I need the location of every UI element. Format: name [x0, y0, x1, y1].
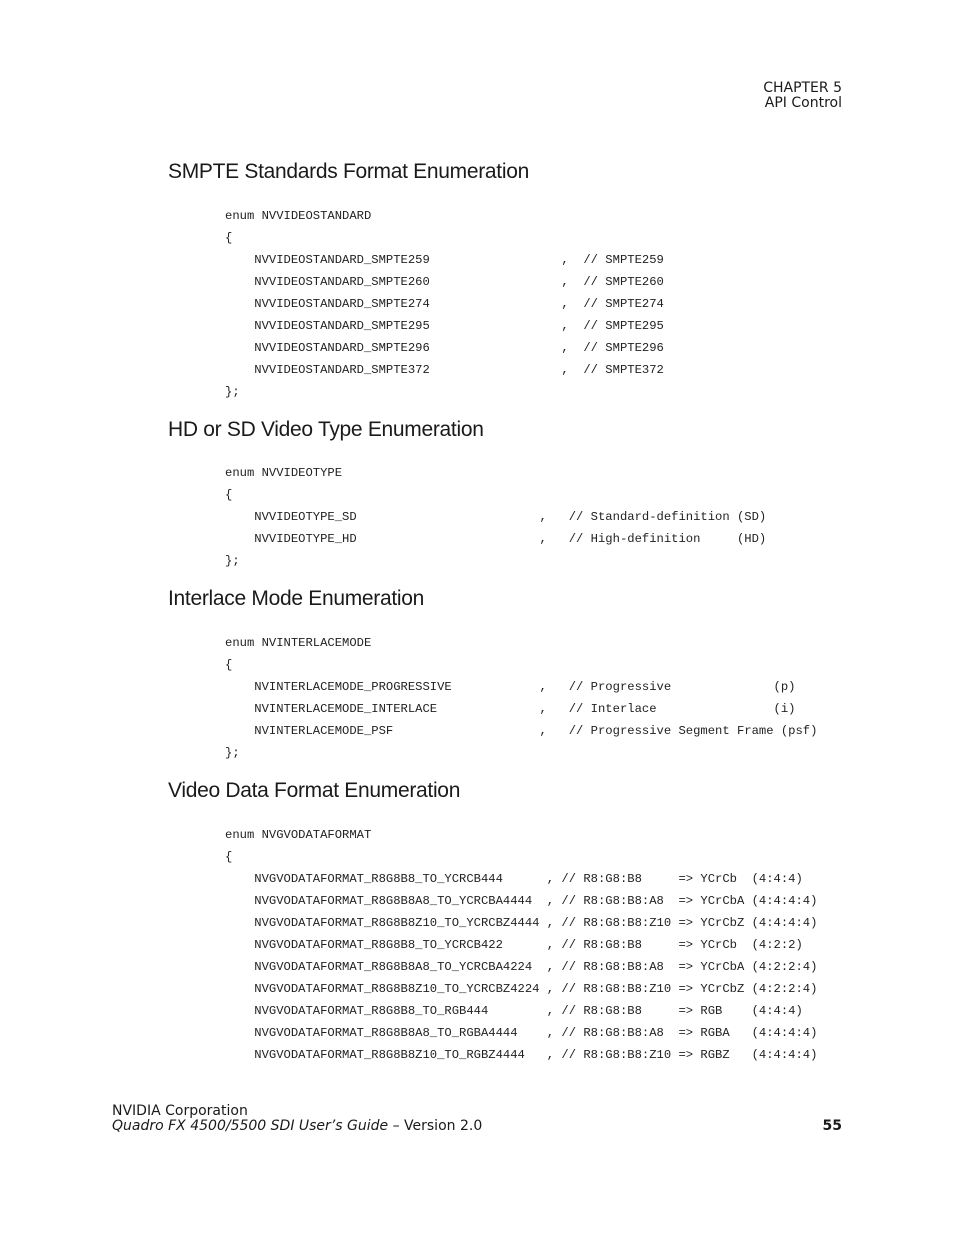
code-line: NVGVODATAFORMAT_R8G8B8A8_TO_RGBA4444 , // R8:G8:B8:A8 => RGBA (4:4:4:4): [225, 1026, 818, 1040]
code-line: enum NVGVODATAFORMAT: [225, 828, 372, 842]
code-line: NVVIDEOSTANDARD_SMPTE274 , // SMPTE274: [225, 297, 664, 311]
code-block-data-format: [225, 824, 817, 1066]
code-line: };: [225, 554, 240, 568]
footer-guide-title: Quadro FX 4500/5500 SDI User’s Guide: [112, 1118, 389, 1134]
code-line: };: [225, 746, 240, 760]
code-line: NVGVODATAFORMAT_R8G8B8A8_TO_YCRCBA4224 , // R8:G8:B8:A8 => YCrCbA (4:2:2:4): [225, 960, 818, 974]
chapter-label: CHAPTER 5: [763, 80, 842, 96]
code-line: NVINTERLACEMODE_INTERLACE , // Interlace (i): [225, 702, 796, 716]
code-block-smpte: [225, 205, 664, 403]
code-line: enum NVVIDEOTYPE: [225, 466, 343, 480]
code-line: enum NVVIDEOSTANDARD: [225, 209, 372, 223]
code-line: {: [225, 658, 233, 672]
code-line: {: [225, 850, 233, 864]
code-line: NVGVODATAFORMAT_R8G8B8A8_TO_YCRCBA4444 , // R8:G8:B8:A8 => YCrCbA (4:4:4:4): [225, 894, 818, 908]
code-line: NVGVODATAFORMAT_R8G8B8_TO_YCRCB444 , // R8:G8:B8 => YCrCb (4:4:4): [225, 872, 803, 886]
section-heading-video-type: HD or SD Video Type Enumeration: [168, 418, 484, 441]
code-line: NVGVODATAFORMAT_R8G8B8_TO_YCRCB422 , // R8:G8:B8 => YCrCb (4:2:2): [225, 938, 803, 952]
code-line: {: [225, 488, 233, 502]
code-line: };: [225, 385, 240, 399]
code-line: {: [225, 231, 233, 245]
footer-version: – Version 2.0: [388, 1118, 483, 1134]
code-line: NVVIDEOSTANDARD_SMPTE259 , // SMPTE259: [225, 253, 664, 267]
code-line: NVVIDEOSTANDARD_SMPTE260 , // SMPTE260: [225, 275, 664, 289]
code-line: NVGVODATAFORMAT_R8G8B8_TO_RGB444 , // R8:G8:B8 => RGB (4:4:4): [225, 1004, 803, 1018]
code-line: NVVIDEOSTANDARD_SMPTE296 , // SMPTE296: [225, 341, 664, 355]
code-block-video-type: [225, 462, 766, 572]
section-heading-smpte: SMPTE Standards Format Enumeration: [168, 160, 529, 183]
code-line: NVINTERLACEMODE_PSF , // Progressive Segment Frame (psf): [225, 724, 818, 738]
chapter-title: API Control: [764, 95, 842, 111]
section-heading-data-format: Video Data Format Enumeration: [168, 779, 461, 802]
code-line: NVINTERLACEMODE_PROGRESSIVE , // Progressive (p): [225, 680, 796, 694]
section-heading-interlace: Interlace Mode Enumeration: [168, 587, 425, 610]
code-line: enum NVINTERLACEMODE: [225, 636, 372, 650]
code-line: NVVIDEOTYPE_SD , // Standard-definition (SD): [225, 510, 767, 524]
code-line: NVVIDEOTYPE_HD , // High-definition (HD): [225, 532, 767, 546]
running-header: [763, 81, 842, 111]
code-line: NVGVODATAFORMAT_R8G8B8Z10_TO_YCRCBZ4224 , // R8:G8:B8:Z10 => YCrCbZ (4:2:2:4): [225, 982, 818, 996]
page-footer: [112, 1104, 482, 1134]
page-number: 55: [822, 1118, 842, 1134]
footer-company: NVIDIA Corporation: [112, 1103, 248, 1119]
code-block-interlace: [225, 632, 817, 764]
code-line: NVVIDEOSTANDARD_SMPTE295 , // SMPTE295: [225, 319, 664, 333]
footer-document-title: [112, 1119, 482, 1134]
code-line: NVVIDEOSTANDARD_SMPTE372 , // SMPTE372: [225, 363, 664, 377]
code-line: NVGVODATAFORMAT_R8G8B8Z10_TO_RGBZ4444 , // R8:G8:B8:Z10 => RGBZ (4:4:4:4): [225, 1048, 818, 1062]
code-line: NVGVODATAFORMAT_R8G8B8Z10_TO_YCRCBZ4444 , // R8:G8:B8:Z10 => YCrCbZ (4:4:4:4): [225, 916, 818, 930]
